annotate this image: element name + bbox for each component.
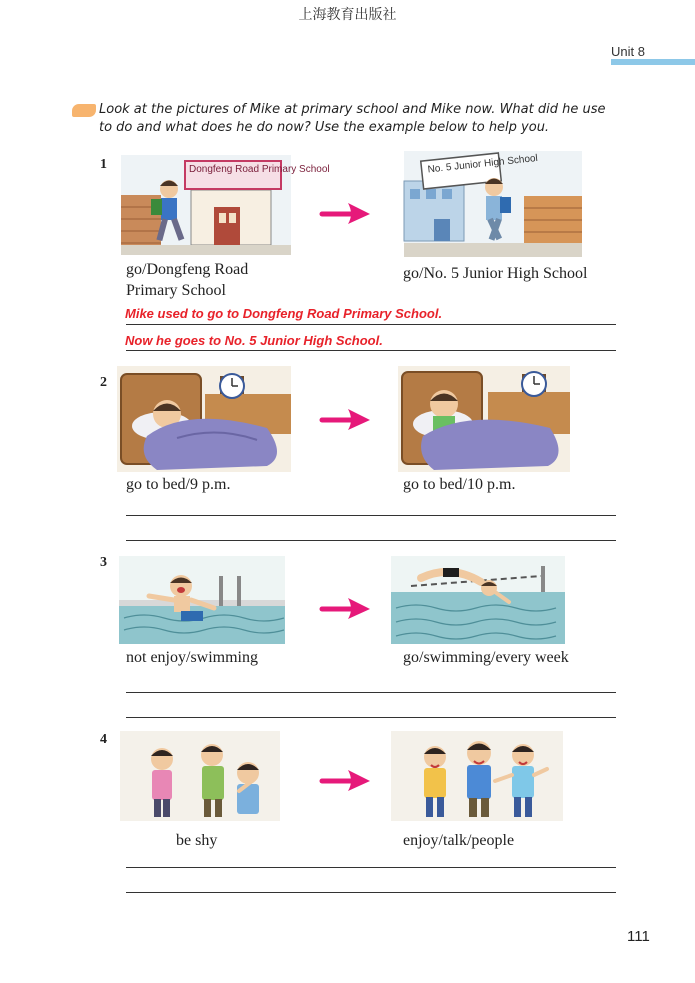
arrow-right-icon — [320, 200, 372, 226]
example-answer: Now he goes to No. 5 Junior High School. — [125, 333, 383, 348]
exercise-prompt: be shy — [176, 832, 218, 849]
exercise-prompt: go/Dongfeng Road Primary School — [126, 261, 249, 299]
writing-line — [126, 717, 616, 718]
exercise-prompt: go/No. 5 Junior High School — [403, 265, 588, 282]
exercise-prompt: not enjoy/swimming — [126, 649, 258, 666]
writing-line — [126, 692, 616, 693]
exercise-prompt: go to bed/9 p.m. — [126, 476, 231, 493]
shy-picture-left — [120, 731, 280, 821]
arrow-right-icon — [320, 406, 372, 432]
publisher-name: 上海教育出版社 — [298, 7, 397, 23]
left-sign-text: Dongfeng Road Primary School — [189, 164, 330, 175]
writing-line — [126, 350, 616, 351]
bed-picture-right — [398, 366, 570, 472]
bed-picture-left — [117, 366, 291, 472]
right-sign-text: No. 5 Junior High School — [427, 152, 539, 176]
exercise-number: 3 — [100, 555, 107, 570]
page-number: 111 — [627, 928, 650, 945]
unit-label: Unit 8 — [611, 44, 645, 59]
swimming-picture-right — [391, 556, 565, 644]
exercise-number: 1 — [100, 157, 107, 172]
writing-line — [126, 540, 616, 541]
exercise-prompt: go to bed/10 p.m. — [403, 476, 516, 493]
unit-bar — [611, 59, 695, 65]
writing-line — [126, 515, 616, 516]
instruction-marker-icon — [72, 104, 96, 117]
writing-line — [126, 867, 616, 868]
example-answer: Mike used to go to Dongfeng Road Primary School. — [125, 306, 443, 321]
school-walk-picture-right — [404, 151, 582, 257]
exercise-prompt: go/swimming/every week — [403, 649, 569, 666]
exercise-number: 2 — [100, 375, 107, 390]
arrow-right-icon — [320, 767, 372, 793]
talk-picture-right — [391, 731, 563, 821]
school-walk-picture-left — [121, 155, 330, 255]
exercise-number: 4 — [100, 732, 107, 747]
exercise-prompt: enjoy/talk/people — [403, 832, 515, 849]
instruction-text: Look at the pictures of Mike at primary school and Mike now. What did he use to do and what does he do now? Use the example below to help you. — [99, 102, 606, 135]
writing-line — [126, 324, 616, 325]
arrow-right-icon — [320, 595, 372, 621]
swimming-picture-left — [119, 556, 285, 644]
writing-line — [126, 892, 616, 893]
